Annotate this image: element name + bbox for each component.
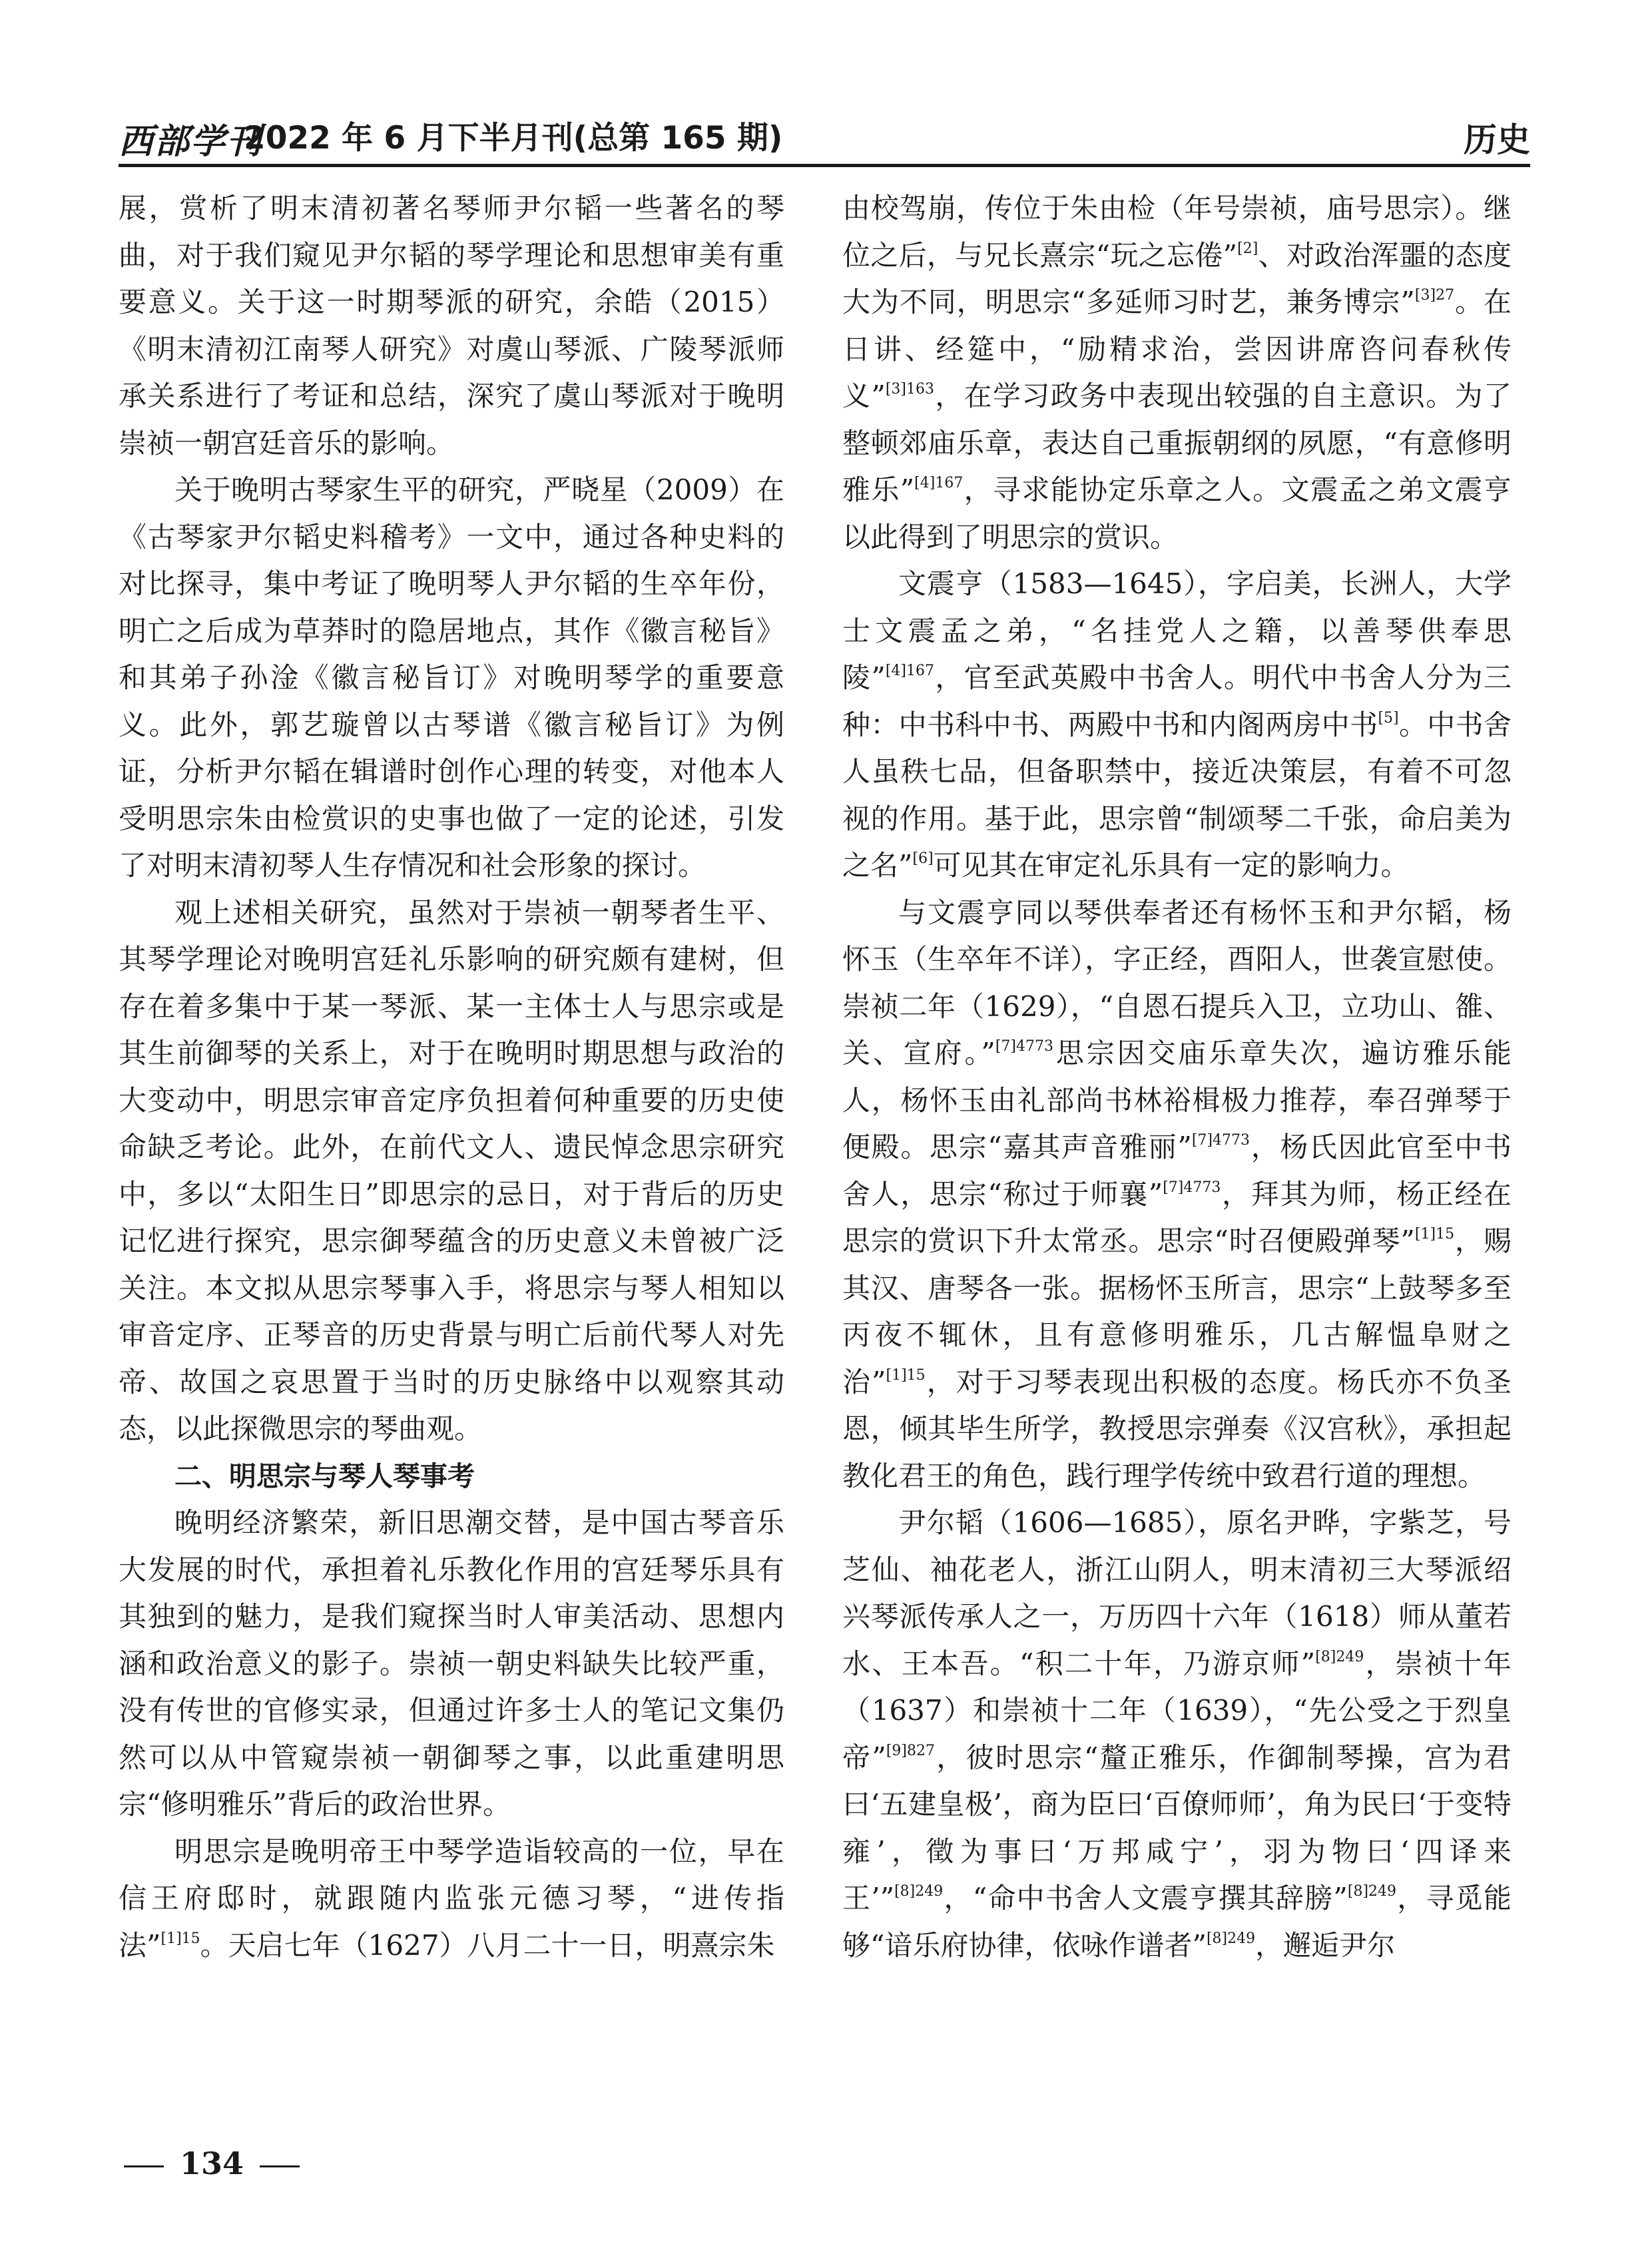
paragraph: 关于晚明古琴家生平的研究，严晓星（2009）在《古琴家尹尔韬史料稽考》一文中，通过各种史料的对比探寻，集中考证了晚明琴人尹尔韬的生卒年份，明亡之后成为草莽时的隐居地点，其作《徽言秘旨》和其弟子孙淦《徽言秘旨订》对晚明琴学的重要意义。此外，郭艺璇曾以古琴谱《徽言秘旨订》为例证，分析尹尔韬在辑谱时创作心理的转变，对他本人受明思宗朱由检赏识的史事也做了一定的论述，引发了对明末清初琴人生存情况和社会形象的探讨。 — [119, 473, 784, 882]
citation: [2] — [1237, 240, 1258, 257]
citation: [1]15 — [886, 1366, 926, 1384]
citation: [3]163 — [885, 381, 934, 398]
citation: [1]15 — [160, 1930, 200, 1947]
citation: [9]827 — [886, 1742, 935, 1759]
section-label: 历史 — [1464, 121, 1530, 159]
header-rule — [119, 164, 1530, 167]
citation: [4]167 — [885, 663, 934, 679]
citation: [8]249 — [1315, 1648, 1364, 1665]
citation: [8]249 — [1347, 1883, 1397, 1900]
footer-dash-left — [124, 2165, 164, 2167]
citation: [4]167 — [914, 475, 964, 491]
issue-info: 2022 年 6 月下半月刊(总第 165 期) — [244, 120, 783, 156]
page-footer — [119, 2145, 305, 2181]
page-number: 134 — [180, 2145, 244, 2181]
paragraph: 明思宗是晚明帝王中琴学造诣较高的一位，早在信王府邸时，就跟随内监张元德习琴，“进传指法”$^{[1]15}$。天启七年（1627）八月二十一日，明熹宗朱 — [119, 1834, 784, 1962]
citation: [3]27 — [1414, 287, 1455, 304]
citation: [7]4773 — [995, 1038, 1053, 1055]
citation: [7]4773 — [1163, 1179, 1221, 1196]
citation: [1]15 — [1414, 1226, 1455, 1243]
paragraph: 观上述相关研究，虽然对于崇祯一朝琴者生平、其琴学理论对晚明宫廷礼乐影响的研究颇有建树，但存在着多集中于某一琴派、某一主体士人与思宗或是其生前御琴的关系上，对于在晚明时期思想与政治的大变动中，明思宗审音定序负担着何种重要的历史使命缺乏考论。此外，在前代文人、遗民悼念思宗研究中，多以“太阳生日”即思宗的忌日，对于背后的历史记忆进行探究，思宗御琴蕴含的历史意义未曾被广泛关注。本文拟从思宗琴事入手，将思宗与琴人相知以审音定序、正琴音的历史背景与明亡后前代琴人对先帝、故国之哀思置于当时的历史脉络中以观察其动态，以此探微思宗的琴曲观。 — [119, 896, 784, 1445]
right-column — [842, 185, 1512, 1969]
paragraph: 由校驾崩，传位于朱由检（年号崇祯，庙号思宗）。继位之后，与兄长熹宗“玩之忘倦”[2]、对政治浑噩的态度大为不同，明思宗“多延师习时艺，兼务博宗”$^{[3]27}$。在日讲、经筵中，“励精求治，尝因讲席咨问春秋传义”$^{[3]163}$，在学习政务中表现出较强的自主意识。为了整顿郊庙乐章，表达自己重振朝纲的夙愿，“有意修明雅乐”$^{[4]167}$，寻求能协定乐章之人。文震孟之弟文震亨以此得到了明思宗的赏识。 — [842, 192, 1512, 553]
section-heading: 二、明思宗与琴人琴事考 — [174, 1460, 475, 1492]
citation: [8]249 — [1206, 1930, 1256, 1947]
paragraph: 与文震亨同以琴供奉者还有杨怀玉和尹尔韬，杨怀玉（生卒年不详），字正经，酉阳人，世袭宣慰使。崇祯二年（1629），“自恩石提兵入卫，立功山、雒、关、宣府。”$^{[7]4773}$思宗因交庙乐章失次，遍访雅乐能人，杨怀玉由礼部尚书林裕楫极力推荐，奉召弹琴于便殿。思宗“嘉其声音雅丽”$^{[7]4773}$，杨氏因此官至中书舍人，思宗“称过于师襄”$^{[7]4773}$，拜其为师，杨正经在思宗的赏识下升太常丞。思宗“时召便殿弹琴”$^{[1]15}$，赐其汉、唐琴各一张。据杨怀玉所言，思宗“上鼓琴多至丙夜不辄休，且有意修明雅乐，几古解愠阜财之治”$^{[1]15}$，对于习琴表现出积极的态度。杨氏亦不负圣恩，倾其毕生所学，教授思宗弹奏《汉宫秋》，承担起教化君王的角色，践行理学传统中致君行道的理想。 — [842, 896, 1512, 1492]
citation: [6] — [912, 850, 934, 867]
paragraph: 展，赏析了明末清初著名琴师尹尔韬一些著名的琴曲，对于我们窥见尹尔韬的琴学理论和思想审美有重要意义。关于这一时期琴派的研究，余皓（2015）《明末清初江南琴人研究》对虞山琴派、广陵琴派师承关系进行了考证和总结，深究了虞山琴派对于晚明崇祯一朝宫廷音乐的影响。 — [119, 192, 784, 459]
journal-logo: 西部学刊 — [119, 121, 263, 162]
paragraph: 晚明经济繁荣，新旧思潮交替，是中国古琴音乐大发展的时代，承担着礼乐教化作用的宫廷琴乐具有其独到的魅力，是我们窥探当时人审美活动、思想内涵和政治意义的影子。崇祯一朝史料缺失比较严重，没有传世的官修实录，但通过许多士人的笔记文集仍然可以从中管窥崇祯一朝御琴之事，以此重建明思宗“修明雅乐”背后的政治世界。 — [119, 1506, 784, 1821]
paragraph: 文震亨（1583—1645），字启美，长洲人，大学士文震孟之弟，“名挂党人之籍，以善琴供奉思陵”$^{[4]167}$，官至武英殿中书舍人。明代中书舍人分为三种：中书科中书、两殿中书和内阁两房中书[5]。中书舍人虽秩七品，但备职禁中，接近决策层，有着不可忽视的作用。基于此，思宗曾“制颂琴二千张，命启美为之名”[6]可见其在审定礼乐具有一定的影响力。 — [842, 567, 1512, 882]
citation: [7]4773 — [1191, 1132, 1250, 1149]
left-column — [119, 185, 784, 1969]
citation: [8]249 — [894, 1883, 944, 1900]
running-header — [119, 111, 1530, 162]
footer-dash-right — [260, 2165, 300, 2167]
citation: [5] — [1378, 709, 1399, 726]
paragraph: 尹尔韬（1606—1685），原名尹晔，字紫芝，号芝仙、袖花老人，浙江山阴人，明末清初三大琴派绍兴琴派传承人之一，万历四十六年（1618）师从董若水、王本吾。“积二十年，乃游京师”$^{[8]249}$，崇祯十年（1637）和崇祯十二年（1639），“先公受之于烈皇帝”$^{[9]827}$，彼时思宗“釐正雅乐，作御制琴操，宫为君曰‘五建皇极’，商为臣曰‘百僚师师’，角为民曰‘于变特雍’，徵为事曰‘万邦咸宁’，羽为物曰‘四译来王’”$^{[8]249}$，“命中书舍人文震亨撰其辞膀”$^{[8]249}$，寻觅能够“谙乐府协律，依咏作谱者”$^{[8]249}$，邂逅尹尔 — [842, 1506, 1512, 1962]
